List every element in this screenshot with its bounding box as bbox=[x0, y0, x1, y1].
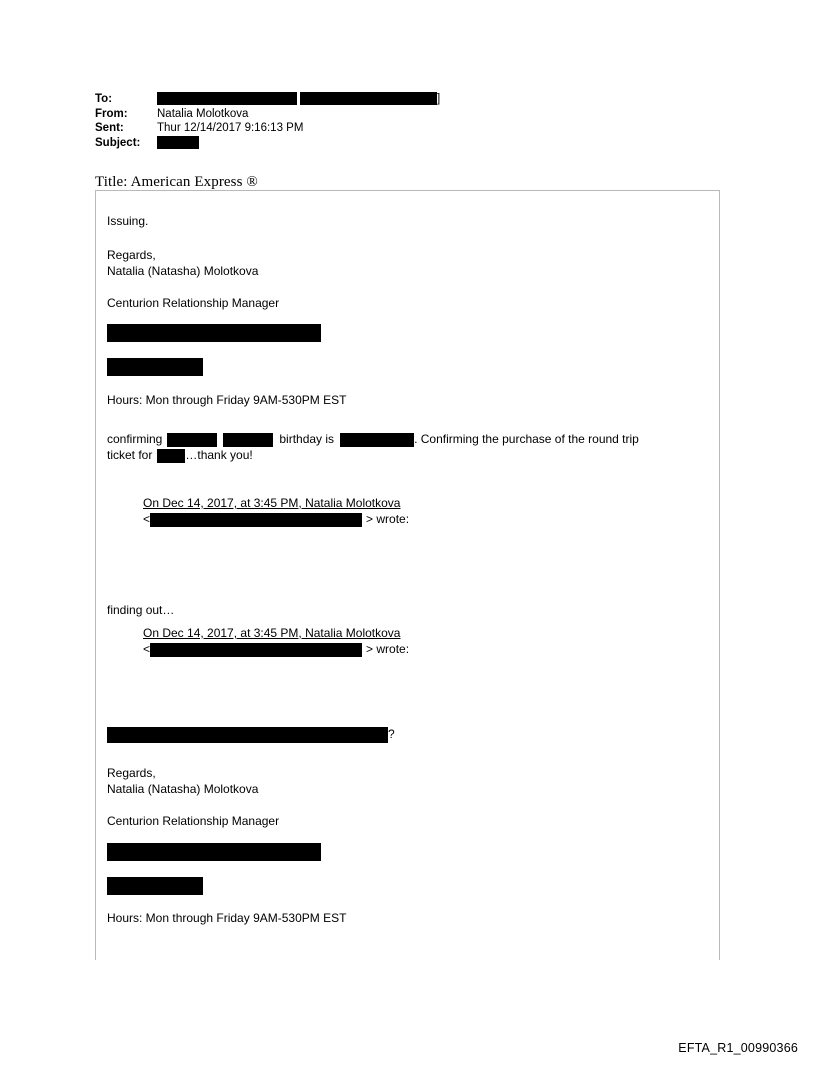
redaction-bar bbox=[107, 877, 203, 895]
quote2-address-line bbox=[143, 641, 409, 657]
redaction-bar bbox=[300, 92, 437, 105]
quote1-close-bracket: > wrote: bbox=[366, 512, 410, 526]
signature2-hours: Hours: Mon through Friday 9AM-530PM EST bbox=[107, 911, 347, 925]
redaction-bar bbox=[107, 324, 321, 342]
header-to-trailing: ] bbox=[437, 93, 441, 105]
quote1-open-bracket: < bbox=[143, 512, 151, 526]
confirm-paragraph-line2 bbox=[107, 447, 253, 463]
quoted-block-2 bbox=[143, 625, 409, 657]
signature1-name: Natalia (Natasha) Molotkova bbox=[107, 264, 259, 278]
question-mark: ? bbox=[388, 727, 395, 741]
header-label-to: To: bbox=[95, 93, 113, 105]
quote1-address-line bbox=[143, 511, 409, 527]
header-value-sent: Thur 12/14/2017 9:16:13 PM bbox=[157, 122, 304, 134]
quote1-attribution: On Dec 14, 2017, at 3:45 PM, Natalia Molotkova bbox=[143, 496, 401, 510]
redaction-bar bbox=[150, 513, 362, 527]
signature2-name: Natalia (Natasha) Molotkova bbox=[107, 782, 259, 796]
signature2-role: Centurion Relationship Manager bbox=[107, 814, 280, 828]
header-row-from bbox=[95, 107, 715, 122]
document-title: Title: American Express ® bbox=[95, 174, 258, 190]
email-body-frame bbox=[95, 190, 720, 960]
signature1-role: Centurion Relationship Manager bbox=[107, 296, 280, 310]
redaction-bar bbox=[223, 433, 273, 447]
redaction-bar bbox=[340, 433, 414, 447]
body-line-finding-out: finding out… bbox=[107, 603, 175, 617]
confirm-text-5: …thank you! bbox=[185, 448, 253, 462]
quote2-open-bracket: < bbox=[143, 642, 151, 656]
signature1-regards: Regards, bbox=[107, 248, 156, 262]
header-row-to bbox=[95, 92, 715, 107]
header-label-subject: Subject: bbox=[95, 136, 141, 149]
confirm-text-1: confirming bbox=[107, 432, 163, 446]
quote2-close-bracket: > wrote: bbox=[366, 642, 410, 656]
email-header bbox=[95, 92, 715, 150]
confirm-text-4: ticket for bbox=[107, 448, 153, 462]
header-row-sent bbox=[95, 121, 715, 136]
redaction-bar bbox=[167, 433, 217, 447]
header-value-to bbox=[157, 92, 715, 107]
confirm-text-2: birthday is bbox=[279, 432, 335, 446]
header-row-subject bbox=[95, 136, 715, 151]
redaction-bar bbox=[157, 136, 199, 149]
confirm-paragraph-line1 bbox=[107, 431, 639, 447]
confirm-text-3: . Confirming the purchase of the round trip bbox=[414, 432, 639, 446]
signature1-hours: Hours: Mon through Friday 9AM-530PM EST bbox=[107, 393, 347, 407]
header-label-sent: Sent: bbox=[95, 122, 124, 134]
redaction-bar bbox=[157, 449, 185, 463]
redaction-bar bbox=[107, 843, 321, 861]
redacted-question-line bbox=[107, 726, 395, 743]
signature2-regards: Regards, bbox=[107, 766, 156, 780]
header-value-from: Natalia Molotkova bbox=[157, 107, 249, 120]
quote2-attribution: On Dec 14, 2017, at 3:45 PM, Natalia Molotkova bbox=[143, 626, 401, 640]
redaction-bar bbox=[157, 92, 297, 105]
quoted-block-1 bbox=[143, 495, 409, 527]
header-label-from: From: bbox=[95, 107, 128, 120]
redaction-bar bbox=[107, 727, 388, 743]
redaction-bar bbox=[150, 643, 362, 657]
body-line-issuing: Issuing. bbox=[107, 214, 149, 228]
bates-number: EFTA_R1_00990366 bbox=[678, 1041, 798, 1055]
header-value-subject bbox=[157, 136, 715, 151]
redaction-bar bbox=[107, 358, 203, 376]
